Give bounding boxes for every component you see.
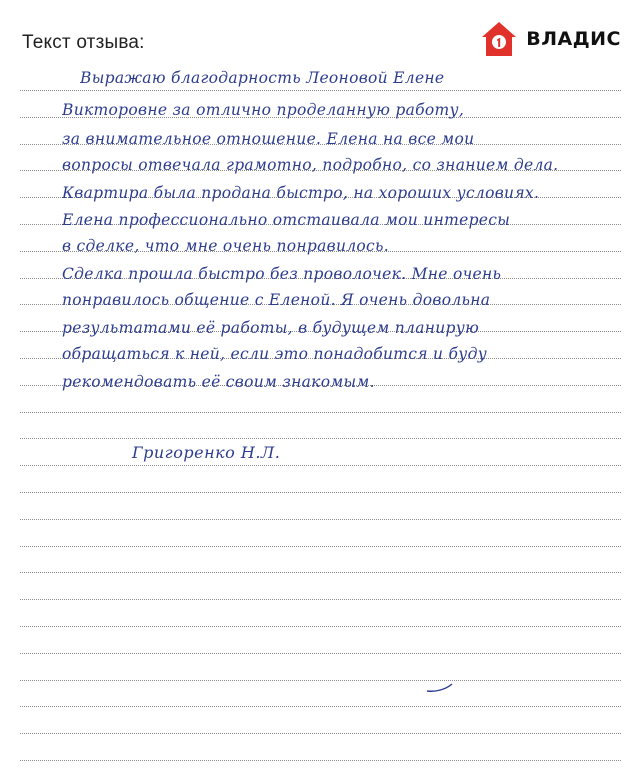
ruled-line xyxy=(20,492,621,493)
ruled-line xyxy=(20,680,621,681)
ruled-line xyxy=(20,90,621,91)
ruled-line xyxy=(20,546,621,547)
review-line: вопросы отвечала грамотно, подробно, со знанием дела. xyxy=(62,156,559,174)
review-sheet xyxy=(0,60,641,768)
review-line: Выражаю благодарность Леоновой Елене xyxy=(80,69,445,87)
page-title: Текст отзыва: xyxy=(22,32,145,53)
review-line: понравилось общение с Еленой. Я очень довольна xyxy=(62,291,491,309)
house-logo-icon xyxy=(480,20,518,58)
review-line: рекомендовать её своим знакомым. xyxy=(62,373,375,391)
pen-mark xyxy=(425,680,455,694)
ruled-line xyxy=(20,519,621,520)
signature: Григоренко Н.Л. xyxy=(132,443,281,462)
ruled-line xyxy=(20,760,621,761)
review-line: результатами её работы, в будущем планирую xyxy=(62,319,480,337)
logo-text: ВЛАДИС xyxy=(526,28,621,50)
company-logo xyxy=(480,20,621,58)
ruled-line xyxy=(20,465,621,466)
review-line: Елена профессионально отстаивала мои интересы xyxy=(62,211,511,229)
ruled-line xyxy=(20,572,621,573)
review-line: Викторовне за отлично проделанную работу, xyxy=(62,101,465,119)
ruled-line xyxy=(20,412,621,413)
ruled-line xyxy=(20,653,621,654)
ruled-line xyxy=(20,626,621,627)
review-line: Сделка прошла быстро без проволочек. Мне очень xyxy=(62,265,502,283)
ruled-line xyxy=(20,706,621,707)
review-line: Квартира была продана быстро, на хороших условиях. xyxy=(62,184,540,202)
review-line: обращаться к ней, если это понадобится и буду xyxy=(62,345,487,363)
ruled-line xyxy=(20,733,621,734)
review-line: в сделке, что мне очень понравилось. xyxy=(62,237,389,255)
ruled-line xyxy=(20,599,621,600)
review-line: за внимательное отношение. Елена на все мои xyxy=(62,130,475,148)
ruled-line xyxy=(20,438,621,439)
